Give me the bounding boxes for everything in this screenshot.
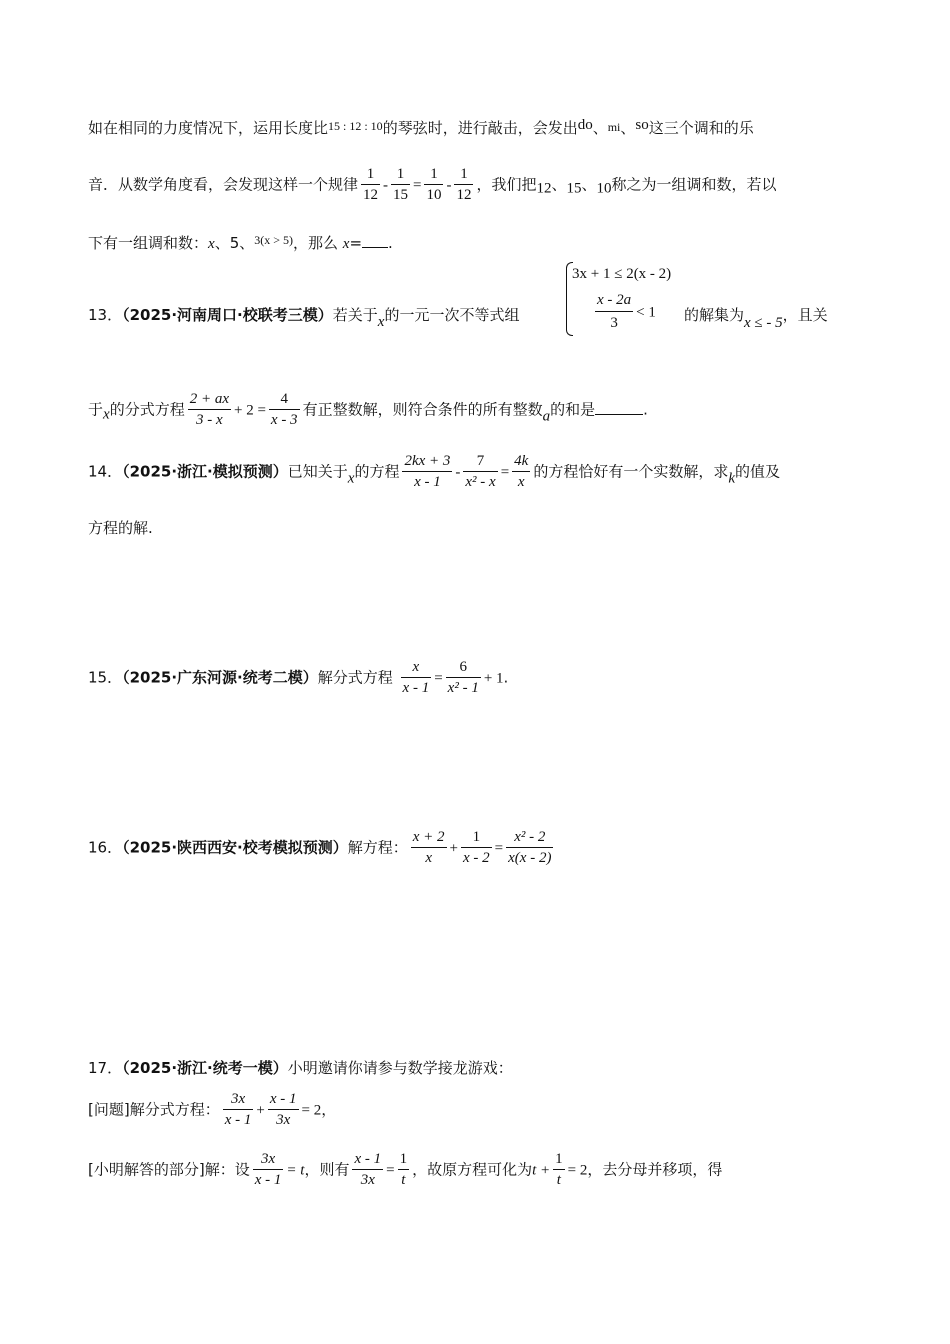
fraction	[595, 292, 633, 332]
fraction	[268, 1092, 299, 1128]
variable: x	[103, 406, 110, 423]
p12-text: ，我们把	[476, 175, 537, 194]
fraction	[269, 392, 300, 428]
p12-line-3	[88, 234, 393, 252]
q17-text: ，则有	[304, 1160, 350, 1179]
operator: =	[494, 840, 504, 857]
p12-text: =	[349, 234, 363, 252]
q17-text: ，去分母并移项，得	[587, 1160, 723, 1179]
number: 12	[536, 180, 552, 197]
fraction	[352, 1152, 383, 1188]
question-number: 16．	[88, 838, 123, 857]
q13-text: 的和是	[550, 400, 596, 419]
q13-text: 的分式方程	[109, 400, 185, 419]
variable: k	[728, 470, 736, 487]
operator: = t	[286, 1162, 305, 1179]
denominator: x	[517, 474, 525, 490]
p12-text: ，那么	[293, 234, 343, 252]
number: 10	[596, 180, 612, 197]
fraction	[463, 454, 497, 490]
note-do: do	[577, 117, 593, 133]
numerator: x² - 2	[506, 830, 553, 848]
question-source: （2025·广东河源·统考二模）	[122, 668, 318, 687]
denominator: t	[401, 1172, 406, 1188]
q15-text: 解分式方程	[317, 668, 393, 687]
operator: =	[434, 670, 443, 687]
answer-blank[interactable]	[595, 402, 643, 415]
fraction	[411, 830, 447, 866]
fraction	[446, 660, 481, 696]
fraction	[553, 1152, 565, 1188]
variable: x	[347, 470, 355, 487]
numerator: 1	[461, 830, 492, 848]
question-number: 17．	[88, 1059, 123, 1077]
p12-line-1	[88, 118, 754, 136]
note-so: so	[635, 117, 649, 133]
inequality-2	[592, 292, 656, 332]
answer-blank[interactable]	[362, 235, 388, 248]
numerator: x - 2a	[595, 292, 633, 312]
p12-line-2	[88, 167, 777, 203]
question-number: 13．	[88, 306, 123, 324]
variable: t +	[532, 1162, 551, 1179]
operator: = 2	[567, 1162, 588, 1179]
question-source: （2025·河南周口·校联考三模）	[122, 306, 333, 324]
numerator: 1	[553, 1152, 565, 1170]
separator: 、	[620, 119, 636, 137]
numerator: 1	[398, 1152, 410, 1170]
fraction	[391, 167, 410, 203]
fraction	[398, 1152, 410, 1188]
variable: a	[542, 408, 551, 425]
q17-text: 解分式方程：	[129, 1100, 220, 1119]
q14-text: 已知关于	[287, 462, 348, 481]
fraction	[512, 454, 530, 490]
q13-line-1b	[684, 308, 828, 331]
denominator: 10	[426, 187, 442, 203]
q14-line-1	[88, 454, 780, 490]
q17-text: ，	[321, 1100, 337, 1119]
q16-text: 解方程：	[347, 838, 408, 857]
solution-tag: [小明解答的部分]	[88, 1160, 205, 1179]
operator: + 2 =	[233, 402, 266, 419]
p12-text: 这三个调和的乐	[648, 119, 754, 137]
denominator: x² - x	[465, 474, 496, 490]
fraction	[461, 830, 492, 866]
fraction	[253, 1152, 284, 1188]
q17-line-1	[88, 1061, 513, 1076]
q15-line	[88, 660, 508, 696]
q15-text: .	[503, 668, 509, 687]
numerator: 3x	[223, 1092, 254, 1110]
separator: 、	[592, 119, 608, 137]
q13-text: 的一元一次不等式组	[384, 306, 520, 324]
q17-text: ，故原方程可化为	[412, 1160, 533, 1179]
operator: -	[455, 464, 461, 481]
p12-text: 音．从数学角度看，会发现这样一个规律	[88, 175, 359, 194]
separator: 、	[581, 175, 597, 194]
operator: =	[386, 1162, 395, 1179]
inequality-1: 3x + 1 ≤ 2(x - 2)	[572, 266, 672, 282]
q16-line	[88, 830, 556, 866]
q14-line-2	[88, 521, 153, 536]
denominator: 3x	[360, 1172, 375, 1188]
q17-line-2	[88, 1092, 336, 1128]
question-source: （2025·浙江·统考一模）	[122, 1059, 288, 1077]
numerator: x - 1	[268, 1092, 299, 1110]
q13-text: 有正整数解，则符合条件的所有整数	[302, 400, 543, 419]
p12-text: 称之为一组调和数，若以	[611, 175, 777, 194]
denominator: x - 1	[402, 680, 430, 696]
denominator: 12	[363, 187, 379, 203]
denominator: x - 1	[254, 1172, 282, 1188]
denominator: 3	[610, 315, 618, 331]
variable: x	[377, 314, 385, 330]
denominator: t	[556, 1172, 561, 1188]
denominator: 3 - x	[196, 412, 223, 428]
question-source: （2025·陕西西安·校考模拟预测）	[122, 838, 348, 857]
q14-text: 的值及	[735, 462, 781, 481]
problem-tag: [问题]	[88, 1100, 130, 1119]
numerator: x	[401, 660, 432, 678]
p12-text: 的琴弦时，进行敲击，会发出	[382, 119, 578, 137]
inequality-system	[566, 262, 676, 338]
denominator: x² - 1	[447, 680, 479, 696]
fraction	[401, 660, 432, 696]
q17-text: 小明邀请你请参与数学接龙游戏：	[287, 1059, 513, 1077]
operator: + 1	[483, 670, 504, 687]
numerator: 6	[446, 660, 481, 678]
operator: -	[446, 177, 452, 194]
numerator: 1	[391, 167, 410, 185]
denominator: x	[425, 850, 432, 866]
variable: x	[342, 236, 350, 252]
fraction	[454, 167, 473, 203]
operator: = 2	[301, 1102, 322, 1119]
number: 15	[566, 180, 582, 197]
condition: 3(x > 5)	[254, 233, 293, 247]
operator: -	[383, 177, 389, 194]
fraction	[506, 830, 553, 866]
length-ratio: 15 : 12 : 10	[328, 119, 383, 133]
fraction	[402, 454, 452, 490]
question-number: 14．	[88, 462, 123, 481]
p12-text: 下有一组调和数：	[88, 234, 209, 252]
numerator: 2kx + 3	[402, 454, 452, 472]
question-number: 15．	[88, 668, 123, 687]
operator: +	[256, 1102, 265, 1119]
variable: x	[208, 236, 215, 252]
operator: +	[449, 840, 459, 857]
denominator: 12	[456, 187, 472, 203]
numerator: 1	[424, 167, 443, 185]
note-mi: mi	[607, 120, 621, 134]
fraction	[223, 1092, 254, 1128]
denominator: 3x	[276, 1112, 291, 1128]
fraction	[188, 392, 231, 428]
numerator: 4k	[512, 454, 530, 472]
denominator: x(x - 2)	[508, 850, 552, 866]
q14-text: 方程的解.	[88, 519, 153, 537]
q14-text: 的方程	[354, 462, 400, 481]
question-source: （2025·浙江·模拟预测）	[122, 462, 288, 481]
p12-text: 如在相同的力度情况下，运用长度比	[88, 119, 329, 137]
p12-text: .	[388, 234, 393, 252]
q13-text: .	[643, 400, 648, 419]
denominator: x - 1	[224, 1112, 252, 1128]
fraction	[424, 167, 443, 203]
q13-text: 若关于	[332, 306, 378, 324]
solution-set: x ≤ - 5	[744, 315, 783, 331]
p12-text: 、5、	[214, 234, 255, 252]
numerator: 1	[454, 167, 473, 185]
denominator: x - 1	[414, 474, 441, 490]
numerator: x + 2	[411, 830, 447, 848]
denominator: x - 3	[270, 412, 298, 428]
q13-text: 于	[88, 400, 104, 419]
q14-text: 的方程恰好有一个实数解，求	[533, 462, 729, 481]
numerator: 3x	[253, 1152, 284, 1170]
q13-line-2	[88, 392, 648, 428]
fraction	[361, 167, 380, 203]
q17-text: 解：设	[204, 1160, 250, 1179]
denominator: x - 2	[463, 850, 490, 866]
q13-text: ，且关	[782, 306, 828, 324]
numerator: 4	[269, 392, 300, 410]
q13-text: 的解集为	[684, 306, 745, 324]
operator: =	[500, 464, 510, 481]
operator: < 1	[636, 304, 656, 321]
q17-line-3	[88, 1152, 722, 1188]
q13-line-1	[88, 308, 519, 330]
numerator: x - 1	[352, 1152, 383, 1170]
denominator: 15	[393, 187, 409, 203]
numerator: 7	[463, 454, 497, 472]
numerator: 1	[361, 167, 380, 185]
separator: 、	[551, 175, 567, 194]
operator: =	[413, 177, 422, 194]
numerator: 2 + ax	[188, 392, 231, 410]
